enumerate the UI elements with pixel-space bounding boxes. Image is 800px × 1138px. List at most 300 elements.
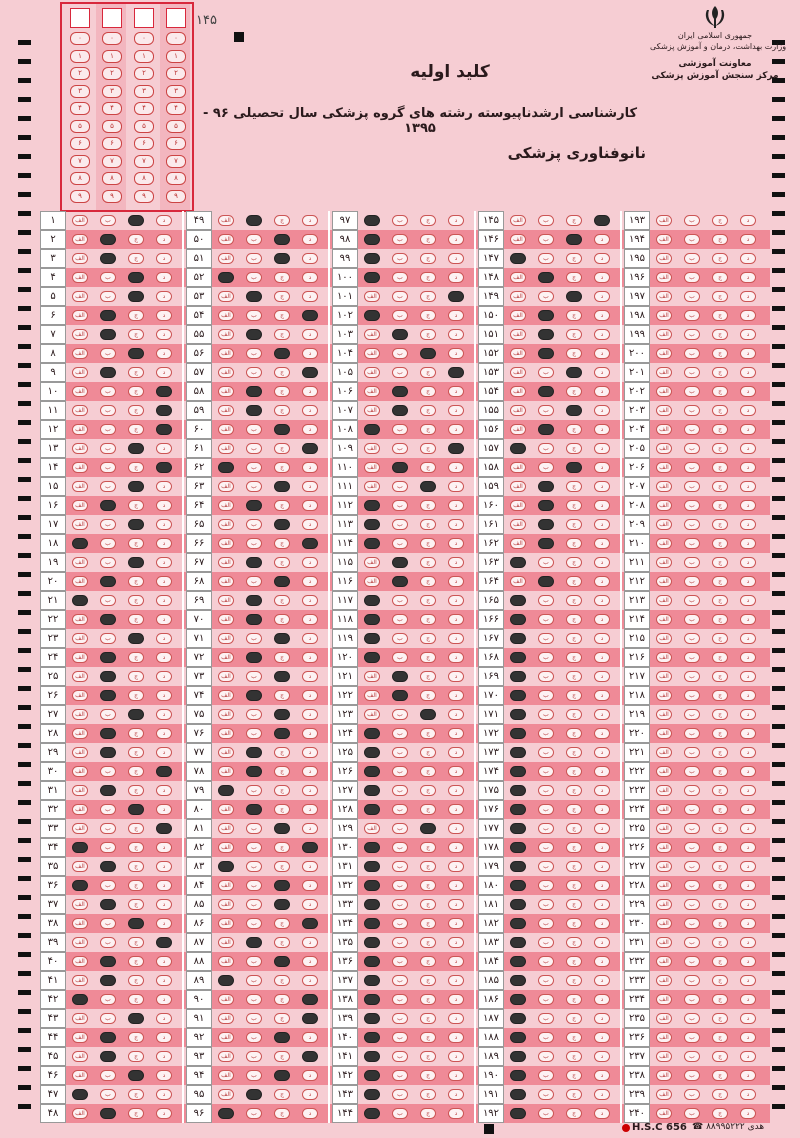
answer-bubble[interactable]: ج (566, 215, 582, 226)
answer-bubble[interactable]: ب (100, 424, 116, 435)
answer-bubble[interactable]: الف (218, 576, 234, 587)
answer-bubble[interactable]: ب (100, 272, 116, 283)
answer-bubble[interactable]: الف (218, 652, 234, 663)
answer-bubble[interactable]: د (448, 329, 464, 340)
answer-bubble[interactable]: ج (128, 785, 144, 796)
answer-bubble[interactable] (302, 443, 318, 454)
answer-bubble[interactable] (566, 405, 582, 416)
answer-bubble[interactable]: د (740, 500, 756, 511)
answer-bubble[interactable]: د (302, 1089, 318, 1100)
answer-bubble[interactable]: د (740, 1089, 756, 1100)
code-digit-bubble[interactable]: ۱ (166, 50, 186, 63)
answer-bubble[interactable]: الف (510, 576, 526, 587)
answer-bubble[interactable] (510, 1032, 526, 1043)
answer-bubble[interactable]: الف (656, 291, 672, 302)
answer-bubble[interactable]: د (448, 823, 464, 834)
answer-bubble[interactable] (364, 424, 380, 435)
answer-bubble[interactable]: د (156, 728, 172, 739)
answer-bubble[interactable]: الف (218, 386, 234, 397)
answer-bubble[interactable]: ج (128, 728, 144, 739)
answer-bubble[interactable] (274, 671, 290, 682)
answer-bubble[interactable]: ب (246, 880, 262, 891)
answer-bubble[interactable]: ب (538, 1032, 554, 1043)
answer-bubble[interactable] (420, 481, 436, 492)
answer-bubble[interactable]: الف (656, 861, 672, 872)
answer-bubble[interactable]: د (302, 804, 318, 815)
answer-bubble[interactable]: د (594, 614, 610, 625)
answer-bubble[interactable]: ج (566, 861, 582, 872)
answer-bubble[interactable] (246, 405, 262, 416)
answer-bubble[interactable]: ب (392, 709, 408, 720)
answer-bubble[interactable]: ب (100, 804, 116, 815)
answer-bubble[interactable]: ج (420, 500, 436, 511)
code-digit-bubble[interactable]: ۹ (70, 190, 90, 203)
answer-bubble[interactable] (538, 481, 554, 492)
answer-bubble[interactable]: الف (656, 272, 672, 283)
answer-bubble[interactable]: ج (128, 671, 144, 682)
answer-bubble[interactable]: الف (218, 367, 234, 378)
answer-bubble[interactable]: د (448, 1013, 464, 1024)
answer-bubble[interactable]: الف (510, 310, 526, 321)
answer-bubble[interactable]: ب (684, 538, 700, 549)
answer-bubble[interactable]: ج (420, 519, 436, 530)
answer-bubble[interactable]: الف (72, 671, 88, 682)
answer-bubble[interactable]: ج (712, 880, 728, 891)
answer-bubble[interactable]: ج (274, 785, 290, 796)
answer-bubble[interactable] (364, 652, 380, 663)
answer-bubble[interactable]: الف (72, 576, 88, 587)
answer-bubble[interactable]: د (594, 272, 610, 283)
answer-bubble[interactable]: ج (566, 633, 582, 644)
answer-bubble[interactable]: د (594, 880, 610, 891)
answer-bubble[interactable]: الف (218, 329, 234, 340)
answer-bubble[interactable] (510, 690, 526, 701)
answer-bubble[interactable] (510, 1108, 526, 1119)
answer-bubble[interactable]: د (448, 215, 464, 226)
answer-bubble[interactable]: ب (538, 709, 554, 720)
answer-bubble[interactable]: ج (712, 861, 728, 872)
answer-bubble[interactable]: ج (420, 880, 436, 891)
answer-bubble[interactable]: ب (392, 652, 408, 663)
answer-bubble[interactable]: ج (274, 557, 290, 568)
answer-bubble[interactable]: د (594, 690, 610, 701)
answer-bubble[interactable]: د (156, 880, 172, 891)
answer-bubble[interactable]: ج (566, 880, 582, 891)
answer-bubble[interactable]: د (740, 614, 756, 625)
answer-bubble[interactable]: الف (72, 291, 88, 302)
answer-bubble[interactable]: الف (218, 994, 234, 1005)
answer-bubble[interactable]: الف (72, 367, 88, 378)
answer-bubble[interactable]: ب (100, 519, 116, 530)
answer-bubble[interactable]: ب (538, 234, 554, 245)
answer-bubble[interactable]: ج (128, 424, 144, 435)
answer-bubble[interactable]: ب (684, 348, 700, 359)
answer-bubble[interactable]: ج (712, 1032, 728, 1043)
answer-bubble[interactable]: الف (72, 614, 88, 625)
answer-bubble[interactable]: د (740, 652, 756, 663)
answer-bubble[interactable]: ج (274, 1089, 290, 1100)
answer-bubble[interactable] (392, 671, 408, 682)
answer-bubble[interactable]: د (594, 1032, 610, 1043)
answer-bubble[interactable]: ب (684, 804, 700, 815)
answer-bubble[interactable]: د (156, 595, 172, 606)
answer-bubble[interactable]: ب (392, 519, 408, 530)
answer-bubble[interactable] (128, 443, 144, 454)
code-digit-bubble[interactable]: ۲ (134, 67, 154, 80)
answer-bubble[interactable]: د (302, 348, 318, 359)
answer-bubble[interactable]: د (594, 633, 610, 644)
answer-bubble[interactable]: الف (656, 215, 672, 226)
answer-bubble[interactable] (364, 899, 380, 910)
answer-bubble[interactable]: د (740, 975, 756, 986)
answer-bubble[interactable]: ج (566, 1032, 582, 1043)
answer-bubble[interactable]: د (156, 1032, 172, 1043)
answer-bubble[interactable]: ب (392, 861, 408, 872)
answer-bubble[interactable] (364, 595, 380, 606)
answer-bubble[interactable]: ج (274, 538, 290, 549)
answer-bubble[interactable]: ب (684, 291, 700, 302)
answer-bubble[interactable]: ب (246, 861, 262, 872)
answer-bubble[interactable]: الف (656, 329, 672, 340)
answer-bubble[interactable]: الف (656, 899, 672, 910)
answer-bubble[interactable]: د (740, 348, 756, 359)
answer-bubble[interactable]: د (448, 1070, 464, 1081)
answer-bubble[interactable]: د (448, 253, 464, 264)
answer-bubble[interactable]: د (156, 614, 172, 625)
answer-bubble[interactable]: ج (128, 367, 144, 378)
answer-bubble[interactable]: د (594, 937, 610, 948)
answer-bubble[interactable] (510, 785, 526, 796)
answer-bubble[interactable]: د (448, 937, 464, 948)
answer-bubble[interactable]: ج (274, 595, 290, 606)
answer-bubble[interactable] (100, 690, 116, 701)
answer-bubble[interactable]: ب (684, 519, 700, 530)
answer-bubble[interactable]: ب (392, 804, 408, 815)
answer-bubble[interactable]: د (448, 405, 464, 416)
answer-bubble[interactable]: ب (246, 633, 262, 644)
answer-bubble[interactable]: ب (538, 785, 554, 796)
answer-bubble[interactable]: ب (100, 823, 116, 834)
answer-bubble[interactable]: ب (246, 1013, 262, 1024)
answer-bubble[interactable]: د (156, 1070, 172, 1081)
answer-bubble[interactable]: د (302, 253, 318, 264)
answer-bubble[interactable]: ب (684, 1051, 700, 1062)
answer-bubble[interactable]: ج (128, 253, 144, 264)
answer-bubble[interactable]: د (448, 519, 464, 530)
answer-bubble[interactable] (392, 462, 408, 473)
answer-bubble[interactable]: الف (72, 481, 88, 492)
answer-bubble[interactable]: د (740, 785, 756, 796)
answer-bubble[interactable]: د (448, 975, 464, 986)
answer-bubble[interactable]: ب (100, 291, 116, 302)
answer-bubble[interactable] (364, 538, 380, 549)
answer-bubble[interactable]: ب (392, 424, 408, 435)
answer-bubble[interactable]: د (594, 804, 610, 815)
answer-bubble[interactable] (246, 690, 262, 701)
answer-bubble[interactable]: د (740, 899, 756, 910)
code-digit-bubble[interactable]: ۱ (70, 50, 90, 63)
answer-bubble[interactable]: ب (538, 690, 554, 701)
answer-bubble[interactable]: ب (684, 405, 700, 416)
answer-bubble[interactable] (566, 462, 582, 473)
answer-bubble[interactable]: ب (684, 842, 700, 853)
answer-bubble[interactable]: الف (218, 291, 234, 302)
code-digit-bubble[interactable]: ۷ (166, 155, 186, 168)
answer-bubble[interactable]: الف (218, 614, 234, 625)
answer-bubble[interactable]: ب (684, 633, 700, 644)
code-digit-bubble[interactable]: ۷ (134, 155, 154, 168)
answer-bubble[interactable] (218, 462, 234, 473)
answer-bubble[interactable]: ب (246, 1108, 262, 1119)
answer-bubble[interactable]: د (302, 386, 318, 397)
answer-bubble[interactable] (72, 880, 88, 891)
answer-bubble[interactable]: ج (274, 842, 290, 853)
answer-bubble[interactable]: الف (72, 804, 88, 815)
answer-bubble[interactable]: ج (274, 1108, 290, 1119)
answer-bubble[interactable] (274, 234, 290, 245)
answer-bubble[interactable]: ج (274, 1013, 290, 1024)
answer-bubble[interactable] (100, 975, 116, 986)
answer-bubble[interactable]: د (448, 709, 464, 720)
answer-bubble[interactable] (128, 348, 144, 359)
answer-bubble[interactable] (364, 747, 380, 758)
answer-bubble[interactable]: ج (420, 937, 436, 948)
answer-bubble[interactable]: د (302, 728, 318, 739)
answer-bubble[interactable]: د (156, 975, 172, 986)
code-digit-bubble[interactable]: ۷ (102, 155, 122, 168)
answer-bubble[interactable]: الف (656, 253, 672, 264)
answer-bubble[interactable] (100, 899, 116, 910)
answer-bubble[interactable]: ج (566, 823, 582, 834)
answer-bubble[interactable] (538, 386, 554, 397)
answer-bubble[interactable] (100, 329, 116, 340)
answer-bubble[interactable]: ج (566, 937, 582, 948)
answer-bubble[interactable]: الف (364, 823, 380, 834)
answer-bubble[interactable]: ب (684, 899, 700, 910)
code-digit-bubble[interactable]: ۶ (134, 137, 154, 150)
answer-bubble[interactable]: الف (364, 576, 380, 587)
answer-bubble[interactable] (128, 272, 144, 283)
answer-bubble[interactable]: ج (712, 709, 728, 720)
answer-bubble[interactable] (538, 576, 554, 587)
answer-bubble[interactable]: ب (246, 538, 262, 549)
answer-bubble[interactable]: ب (392, 310, 408, 321)
answer-bubble[interactable] (302, 842, 318, 853)
answer-bubble[interactable]: ب (246, 253, 262, 264)
answer-bubble[interactable]: الف (510, 348, 526, 359)
answer-bubble[interactable] (364, 215, 380, 226)
answer-bubble[interactable]: ب (684, 671, 700, 682)
answer-bubble[interactable] (72, 994, 88, 1005)
answer-bubble[interactable]: الف (218, 310, 234, 321)
answer-bubble[interactable]: الف (218, 1032, 234, 1043)
answer-bubble[interactable]: د (448, 462, 464, 473)
code-digit-bubble[interactable]: ۷ (70, 155, 90, 168)
answer-bubble[interactable]: د (156, 291, 172, 302)
answer-bubble[interactable]: الف (72, 652, 88, 663)
answer-bubble[interactable] (156, 424, 172, 435)
answer-bubble[interactable]: د (156, 443, 172, 454)
answer-bubble[interactable]: ج (420, 405, 436, 416)
answer-bubble[interactable]: الف (656, 500, 672, 511)
answer-bubble[interactable]: الف (72, 405, 88, 416)
answer-bubble[interactable]: د (302, 614, 318, 625)
answer-bubble[interactable]: الف (656, 842, 672, 853)
answer-bubble[interactable]: ج (712, 405, 728, 416)
answer-bubble[interactable] (100, 310, 116, 321)
answer-bubble[interactable]: الف (656, 1051, 672, 1062)
answer-bubble[interactable] (72, 595, 88, 606)
answer-bubble[interactable] (72, 842, 88, 853)
answer-bubble[interactable]: ج (420, 386, 436, 397)
answer-bubble[interactable]: ب (392, 367, 408, 378)
answer-bubble[interactable]: ج (712, 1108, 728, 1119)
answer-bubble[interactable]: د (156, 918, 172, 929)
answer-bubble[interactable]: د (594, 1051, 610, 1062)
answer-bubble[interactable]: د (448, 576, 464, 587)
answer-bubble[interactable]: ج (128, 766, 144, 777)
answer-bubble[interactable] (274, 709, 290, 720)
answer-bubble[interactable]: الف (656, 709, 672, 720)
answer-bubble[interactable]: الف (656, 766, 672, 777)
answer-bubble[interactable]: ب (100, 937, 116, 948)
answer-bubble[interactable]: ج (274, 690, 290, 701)
code-digit-box[interactable] (70, 8, 90, 28)
answer-bubble[interactable]: ج (420, 1032, 436, 1043)
answer-bubble[interactable]: ج (566, 1013, 582, 1024)
answer-bubble[interactable] (510, 975, 526, 986)
answer-bubble[interactable]: د (448, 956, 464, 967)
answer-bubble[interactable] (302, 538, 318, 549)
answer-bubble[interactable]: الف (72, 861, 88, 872)
answer-bubble[interactable]: د (302, 823, 318, 834)
answer-bubble[interactable]: د (302, 462, 318, 473)
answer-bubble[interactable]: الف (656, 1108, 672, 1119)
answer-bubble[interactable]: د (740, 709, 756, 720)
answer-bubble[interactable]: ب (246, 519, 262, 530)
answer-bubble[interactable] (246, 747, 262, 758)
answer-bubble[interactable]: ج (566, 538, 582, 549)
answer-bubble[interactable]: الف (72, 956, 88, 967)
answer-bubble[interactable]: ج (420, 842, 436, 853)
answer-bubble[interactable] (510, 861, 526, 872)
answer-bubble[interactable]: الف (510, 329, 526, 340)
answer-bubble[interactable]: ب (684, 424, 700, 435)
answer-bubble[interactable] (274, 481, 290, 492)
answer-bubble[interactable]: د (156, 690, 172, 701)
code-digit-bubble[interactable]: ۵ (102, 120, 122, 133)
answer-bubble[interactable]: الف (218, 443, 234, 454)
answer-bubble[interactable]: ج (566, 747, 582, 758)
answer-bubble[interactable]: ب (246, 443, 262, 454)
answer-bubble[interactable]: الف (218, 538, 234, 549)
answer-bubble[interactable]: ب (538, 557, 554, 568)
answer-bubble[interactable]: ب (246, 709, 262, 720)
answer-bubble[interactable]: الف (656, 671, 672, 682)
answer-bubble[interactable]: د (740, 956, 756, 967)
answer-bubble[interactable]: الف (72, 747, 88, 758)
answer-bubble[interactable]: ب (392, 272, 408, 283)
answer-bubble[interactable]: ج (566, 728, 582, 739)
answer-bubble[interactable]: ج (128, 538, 144, 549)
answer-bubble[interactable]: د (448, 690, 464, 701)
answer-bubble[interactable]: ج (712, 291, 728, 302)
answer-bubble[interactable]: الف (218, 918, 234, 929)
answer-bubble[interactable]: الف (218, 747, 234, 758)
answer-bubble[interactable]: ب (100, 405, 116, 416)
answer-bubble[interactable]: د (740, 1013, 756, 1024)
answer-bubble[interactable] (274, 956, 290, 967)
answer-bubble[interactable]: ب (100, 557, 116, 568)
answer-bubble[interactable]: ب (538, 823, 554, 834)
answer-bubble[interactable] (566, 291, 582, 302)
answer-bubble[interactable] (392, 329, 408, 340)
answer-bubble[interactable]: ب (684, 443, 700, 454)
answer-bubble[interactable] (510, 1070, 526, 1081)
answer-bubble[interactable]: الف (364, 367, 380, 378)
answer-bubble[interactable]: د (594, 386, 610, 397)
answer-bubble[interactable]: ج (712, 918, 728, 929)
answer-bubble[interactable]: ج (420, 1108, 436, 1119)
answer-bubble[interactable]: الف (656, 386, 672, 397)
answer-bubble[interactable]: الف (72, 215, 88, 226)
answer-bubble[interactable]: الف (218, 633, 234, 644)
answer-bubble[interactable]: ج (712, 462, 728, 473)
answer-bubble[interactable]: ج (420, 329, 436, 340)
answer-bubble[interactable]: ب (246, 975, 262, 986)
answer-bubble[interactable]: ب (684, 462, 700, 473)
answer-bubble[interactable] (274, 253, 290, 264)
answer-bubble[interactable]: الف (218, 215, 234, 226)
answer-bubble[interactable]: ب (392, 1070, 408, 1081)
answer-bubble[interactable] (364, 766, 380, 777)
answer-bubble[interactable]: ب (246, 956, 262, 967)
answer-bubble[interactable]: د (156, 234, 172, 245)
answer-bubble[interactable] (100, 1032, 116, 1043)
answer-bubble[interactable] (246, 1089, 262, 1100)
answer-bubble[interactable] (510, 1013, 526, 1024)
answer-bubble[interactable]: د (448, 1089, 464, 1100)
answer-bubble[interactable]: ب (392, 1051, 408, 1062)
answer-bubble[interactable]: د (448, 1051, 464, 1062)
answer-bubble[interactable]: الف (72, 918, 88, 929)
answer-bubble[interactable]: ب (684, 576, 700, 587)
answer-bubble[interactable]: د (302, 215, 318, 226)
answer-bubble[interactable]: ب (684, 766, 700, 777)
answer-bubble[interactable]: ب (684, 367, 700, 378)
answer-bubble[interactable] (364, 1051, 380, 1062)
answer-bubble[interactable]: ج (712, 310, 728, 321)
answer-bubble[interactable]: د (740, 557, 756, 568)
answer-bubble[interactable] (156, 462, 172, 473)
answer-bubble[interactable]: ب (684, 652, 700, 663)
answer-bubble[interactable]: ج (128, 462, 144, 473)
answer-bubble[interactable]: ج (712, 557, 728, 568)
answer-bubble[interactable]: ب (392, 291, 408, 302)
answer-bubble[interactable]: د (448, 747, 464, 758)
answer-bubble[interactable]: ب (392, 785, 408, 796)
answer-bubble[interactable] (510, 614, 526, 625)
answer-bubble[interactable]: الف (364, 348, 380, 359)
answer-bubble[interactable]: ج (566, 595, 582, 606)
answer-bubble[interactable]: د (594, 823, 610, 834)
answer-bubble[interactable]: ب (684, 728, 700, 739)
answer-bubble[interactable]: ب (392, 937, 408, 948)
answer-bubble[interactable]: د (740, 538, 756, 549)
answer-bubble[interactable]: ج (420, 234, 436, 245)
answer-bubble[interactable]: الف (218, 1051, 234, 1062)
answer-bubble[interactable]: د (156, 329, 172, 340)
